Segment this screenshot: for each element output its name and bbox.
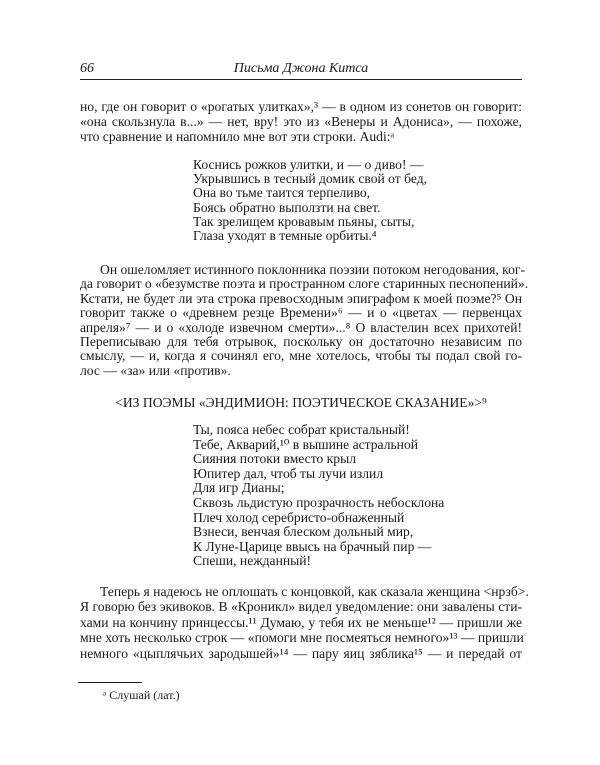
running-title: Письма Джона Китса bbox=[233, 61, 369, 76]
paragraph-line: немного «цыплячьих зародышей»¹⁴ — пару яиц зяблика¹⁵ — и передай от bbox=[80, 645, 522, 661]
poem-line: Сияния потоки вместо крыл bbox=[193, 451, 356, 467]
paragraph-line: Теперь я надеюсь не оплошать с концовкой, как сказала женщина <нрзб>. bbox=[100, 584, 529, 599]
poem-line: Укрывшись в тесный домик свой от бед, bbox=[193, 171, 428, 187]
poem-line: Для игр Дианы; bbox=[193, 480, 285, 496]
paragraph-line: Я говорю без экивоков. В «Кроникл» видел уведомление: они завалены сти- bbox=[80, 599, 522, 615]
poem-line: Она во тьме таится терпеливо, bbox=[193, 185, 371, 201]
poem-line: Тебе, Акварий,¹⁰ в вышине астральной bbox=[193, 436, 419, 452]
paragraph-line: лос — «за» или «против». bbox=[80, 362, 231, 378]
paragraph-line: «она скользнула в...» — нет, вру! это из «Венеры и Адониса», — похоже, bbox=[80, 114, 522, 129]
poem-line: Глаза уходят в темные орбиты.⁴ bbox=[193, 228, 377, 243]
paragraph-line: смыслу, — и, когда я сочинял его, мне хотелось, чтобы ты подал свой го- bbox=[80, 348, 522, 364]
poem-line: Сквозь льдистую прозрачность небосклона bbox=[193, 495, 445, 510]
paragraph-line: да говорит о «безумстве поэта и пространном слоге старинных песнопений». bbox=[80, 276, 529, 292]
poem-line: Взнеси, венчая блеском дольный мир, bbox=[193, 524, 414, 540]
paragraph-line: но, где он говорит о «рогатых улитках»,³ — в одном из сонетов он говорит: bbox=[80, 99, 522, 114]
paragraph-line: говорит также о «древнем резце Времени»⁶ — и о «цветах — первенцах bbox=[80, 305, 522, 321]
poem-line: Спеши, нежданный! bbox=[193, 553, 312, 569]
paragraph-line: что сравнение и напомнило мне вот эти строки. Audi:ᵃ bbox=[80, 129, 395, 144]
paragraph-line: Он ошеломляет истинного поклонника поэзии потоком негодования, ког- bbox=[100, 262, 525, 277]
poem-line: Плеч холод серебристо-обнаженный bbox=[193, 509, 405, 525]
footnote-rule bbox=[78, 682, 142, 683]
paragraph-line: Переписываю для тебя отрывок, поскольку он достаточно независим по bbox=[80, 334, 522, 349]
paragraph-line: мне хоть несколько строк — «помоги мне посмеяться немного»¹³ — пришли bbox=[80, 630, 524, 646]
paragraph-line: Кстати, не будет ли эта строка превосходным эпиграфом к моей поэме?⁵ Он bbox=[80, 290, 522, 306]
poem-line: Так зрелищем кровавым пьяны, сыты, bbox=[193, 213, 415, 229]
footnote: ᵃ Слушай (лат.) bbox=[103, 688, 180, 702]
poem-line: Юпитер дал, чтоб ты лучи излил bbox=[193, 465, 384, 481]
section-heading: <ИЗ ПОЭМЫ «ЭНДИМИОН: ПОЭТИЧЕСКОЕ СКАЗАНИЕ»>⁹ bbox=[115, 395, 487, 410]
poem-line: Коснись рожков улитки, и — о диво! — bbox=[193, 157, 424, 172]
paragraph-line: хами на кончину принцессы.¹¹ Думаю, у тебя их не меньше¹² — пришли же bbox=[80, 614, 522, 630]
poem-line: Ты, пояса небес собрат кристальный! bbox=[193, 422, 410, 437]
page-number: 66 bbox=[80, 61, 94, 76]
poem-line: Боясь обратно выползти на свет. bbox=[193, 199, 381, 215]
paragraph-line: апреля»⁷ — и о «холоде извечном смерти»...⁸ О властелин всех прихотей! bbox=[80, 319, 522, 335]
poem-line: К Луне-Царице ввысь на брачный пир — bbox=[193, 538, 432, 554]
header-rule bbox=[80, 79, 522, 80]
